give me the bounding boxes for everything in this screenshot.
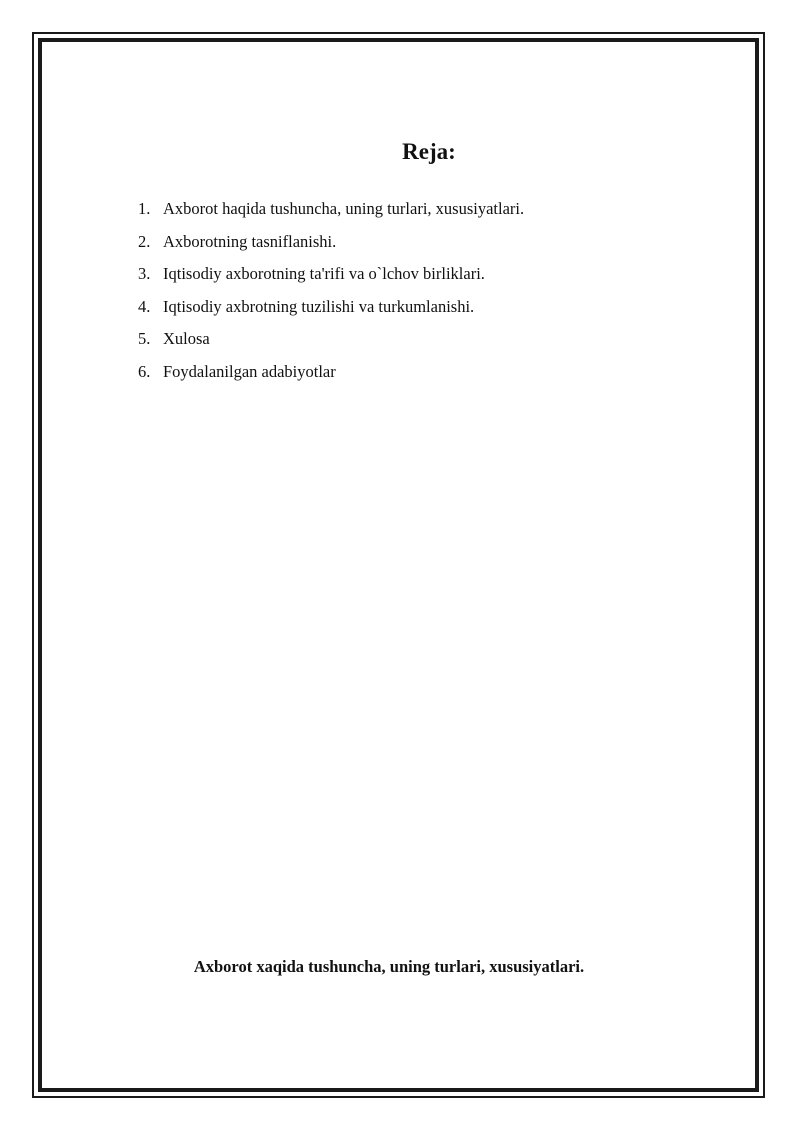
plan-list: [138, 195, 524, 391]
plan-item-text: Axborot haqida tushuncha, uning turlari, xususiyatlari.: [163, 199, 525, 218]
plan-item-text: Foydalanilgan adabiyotlar: [163, 361, 336, 381]
plan-item-text: Xulosa: [163, 329, 210, 349]
plan-item: [138, 260, 524, 293]
plan-item: [138, 358, 524, 391]
plan-title: Reja:: [402, 139, 456, 164]
plan-item-number: 6.: [138, 361, 151, 381]
plan-item-text: Iqtisodiy axborotning ta'rifi va o`lchov birliklari.: [163, 264, 485, 284]
plan-item-number: 2.: [138, 231, 151, 251]
plan-item: [138, 293, 524, 326]
plan-item-text: Iqtisodiy axbrotning tuzilishi va turkumlanishi.: [163, 296, 475, 316]
section-heading: Axborot xaqida tushuncha, uning turlari, xususiyatlari.: [193, 957, 585, 976]
plan-item: [138, 325, 524, 358]
plan-item: [138, 228, 524, 261]
plan-item-number: 1.: [138, 199, 151, 218]
plan-item-number: 3.: [138, 264, 151, 284]
plan-item: [138, 195, 524, 228]
plan-item-number: 4.: [138, 296, 151, 316]
plan-item-number: 5.: [138, 329, 151, 349]
plan-item-text: Axborotning tasniflanishi.: [163, 231, 337, 251]
